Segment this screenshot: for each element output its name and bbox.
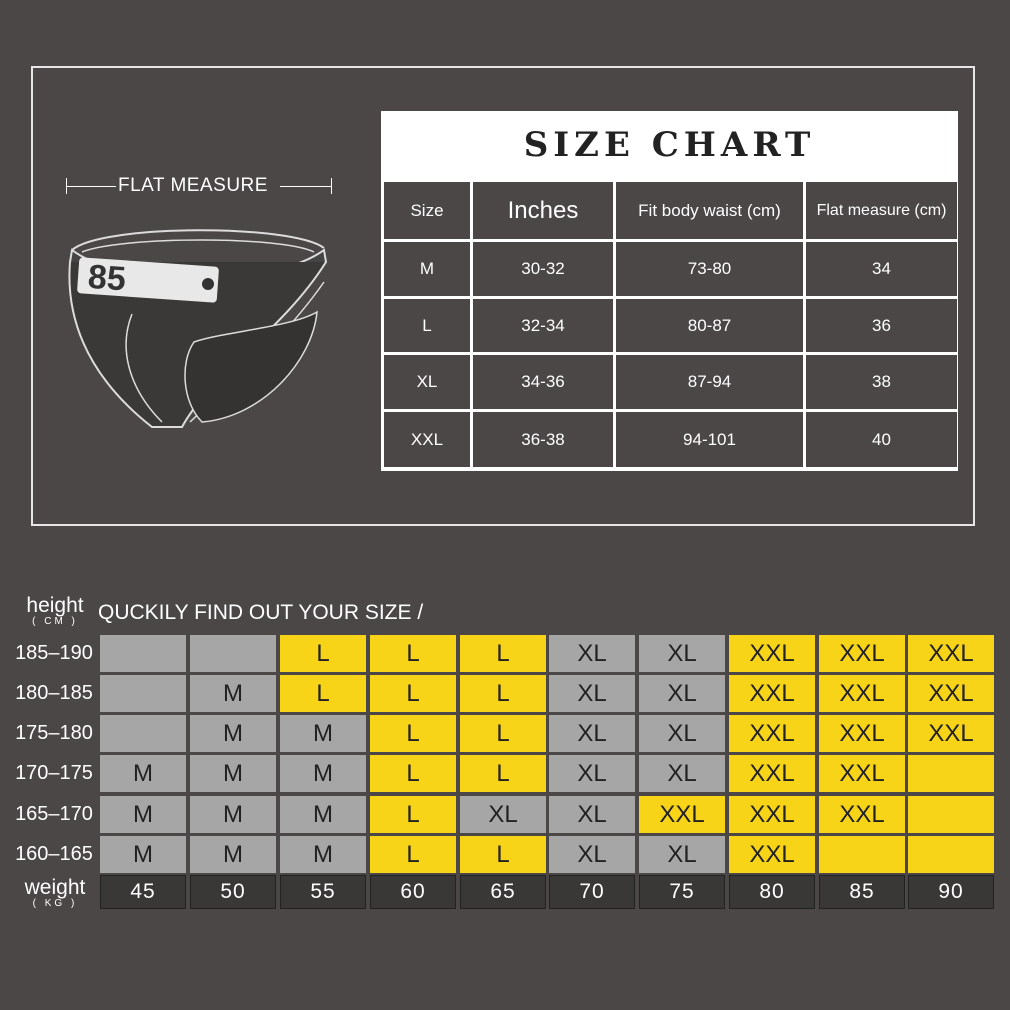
size-cell: XXL <box>639 796 725 833</box>
size-chart-cell: 40 <box>806 412 957 467</box>
brief-logo-text: 85 <box>86 257 128 299</box>
weight-cell: 70 <box>549 875 635 909</box>
size-chart-cell: M <box>384 242 470 296</box>
size-chart-title: SIZE CHART <box>381 111 958 179</box>
height-axis-label <box>14 594 96 627</box>
size-cell: XXL <box>819 755 905 792</box>
size-cell: XL <box>639 755 725 792</box>
size-cell: M <box>280 755 366 792</box>
size-cell: M <box>190 796 276 833</box>
size-cell: XXL <box>729 715 815 752</box>
size-cell: XL <box>549 836 635 873</box>
size-cell: L <box>370 755 456 792</box>
size-chart-header: Size <box>384 182 470 239</box>
weight-cell: 65 <box>460 875 546 909</box>
height-row-label: 160–165 <box>15 843 93 865</box>
size-cell <box>100 635 186 672</box>
size-cell: M <box>100 796 186 833</box>
size-chart-cell: 73-80 <box>616 242 803 296</box>
size-cell: XXL <box>819 675 905 712</box>
size-chart-cell: 87-94 <box>616 355 803 409</box>
size-chart-table <box>381 179 958 471</box>
size-cell: L <box>370 796 456 833</box>
weight-cell: 90 <box>908 875 994 909</box>
weight-cell: 85 <box>819 875 905 909</box>
size-cell: XXL <box>908 635 994 672</box>
size-cell: XXL <box>908 675 994 712</box>
size-cell: XL <box>639 836 725 873</box>
size-cell: XL <box>639 635 725 672</box>
size-chart-cell: 36-38 <box>473 412 613 467</box>
size-cell: XXL <box>819 715 905 752</box>
weight-cell: 45 <box>100 875 186 909</box>
size-chart-cell: L <box>384 299 470 352</box>
size-chart-cell: 30-32 <box>473 242 613 296</box>
size-cell <box>819 836 905 873</box>
size-chart-cell: 80-87 <box>616 299 803 352</box>
size-cell: XXL <box>729 755 815 792</box>
weight-cell: 55 <box>280 875 366 909</box>
size-cell <box>908 836 994 873</box>
weight-cell: 75 <box>639 875 725 909</box>
size-chart-cell: 94-101 <box>616 412 803 467</box>
size-cell <box>190 635 276 672</box>
size-cell: L <box>280 675 366 712</box>
size-chart-header: Fit body waist (cm) <box>616 182 803 239</box>
size-cell: XL <box>639 675 725 712</box>
size-cell: XL <box>549 755 635 792</box>
size-cell: L <box>460 715 546 752</box>
size-chart-cell: 32-34 <box>473 299 613 352</box>
size-chart-cell: 38 <box>806 355 957 409</box>
size-cell: M <box>190 755 276 792</box>
height-row-label: 180–185 <box>15 682 93 704</box>
size-cell: XL <box>639 715 725 752</box>
height-unit: ( CM ) <box>32 616 78 627</box>
size-cell: XXL <box>729 836 815 873</box>
size-cell: L <box>370 715 456 752</box>
brief-illustration <box>62 222 330 432</box>
flat-measure-indicator <box>66 175 332 197</box>
flat-measure-label: FLAT MEASURE <box>118 175 268 196</box>
quick-size-title: QUCKILY FIND OUT YOUR SIZE / <box>98 601 424 624</box>
size-chart-header: Inches <box>473 182 613 239</box>
size-cell: M <box>280 796 366 833</box>
size-cell: M <box>190 715 276 752</box>
size-cell: XL <box>549 635 635 672</box>
size-cell: XL <box>549 675 635 712</box>
size-cell: L <box>370 635 456 672</box>
size-cell: L <box>460 635 546 672</box>
size-cell: L <box>370 836 456 873</box>
weight-cell: 60 <box>370 875 456 909</box>
size-chart <box>381 111 958 471</box>
size-cell: XL <box>549 715 635 752</box>
size-cell: XXL <box>908 715 994 752</box>
size-cell <box>100 675 186 712</box>
weight-cell: 50 <box>190 875 276 909</box>
height-label: height <box>26 594 84 617</box>
height-row-label: 185–190 <box>15 642 93 664</box>
height-row-label: 165–170 <box>15 803 93 825</box>
size-cell: M <box>280 715 366 752</box>
size-cell <box>100 715 186 752</box>
size-cell: XXL <box>819 635 905 672</box>
size-chart-cell: XL <box>384 355 470 409</box>
weight-axis-label <box>14 876 96 909</box>
weight-label: weight <box>24 876 86 899</box>
weight-cell: 80 <box>729 875 815 909</box>
size-chart-cell: XXL <box>384 412 470 467</box>
size-chart-cell: 34 <box>806 242 957 296</box>
size-cell: M <box>190 836 276 873</box>
height-row-label: 170–175 <box>15 762 93 784</box>
size-cell: M <box>190 675 276 712</box>
size-cell: XXL <box>819 796 905 833</box>
size-cell: L <box>460 755 546 792</box>
size-cell: XL <box>549 796 635 833</box>
size-cell: M <box>280 836 366 873</box>
size-cell <box>908 755 994 792</box>
size-cell: M <box>100 836 186 873</box>
size-cell: L <box>460 675 546 712</box>
size-cell: L <box>370 675 456 712</box>
size-cell: XL <box>460 796 546 833</box>
height-row-label: 175–180 <box>15 722 93 744</box>
size-cell: M <box>100 755 186 792</box>
size-cell: L <box>280 635 366 672</box>
size-chart-header: Flat measure (cm) <box>806 182 957 239</box>
size-cell <box>908 796 994 833</box>
size-cell: L <box>460 836 546 873</box>
size-cell: XXL <box>729 675 815 712</box>
size-chart-cell: 34-36 <box>473 355 613 409</box>
size-cell: XXL <box>729 635 815 672</box>
weight-unit: ( KG ) <box>32 898 78 909</box>
size-chart-cell: 36 <box>806 299 957 352</box>
size-cell: XXL <box>729 796 815 833</box>
